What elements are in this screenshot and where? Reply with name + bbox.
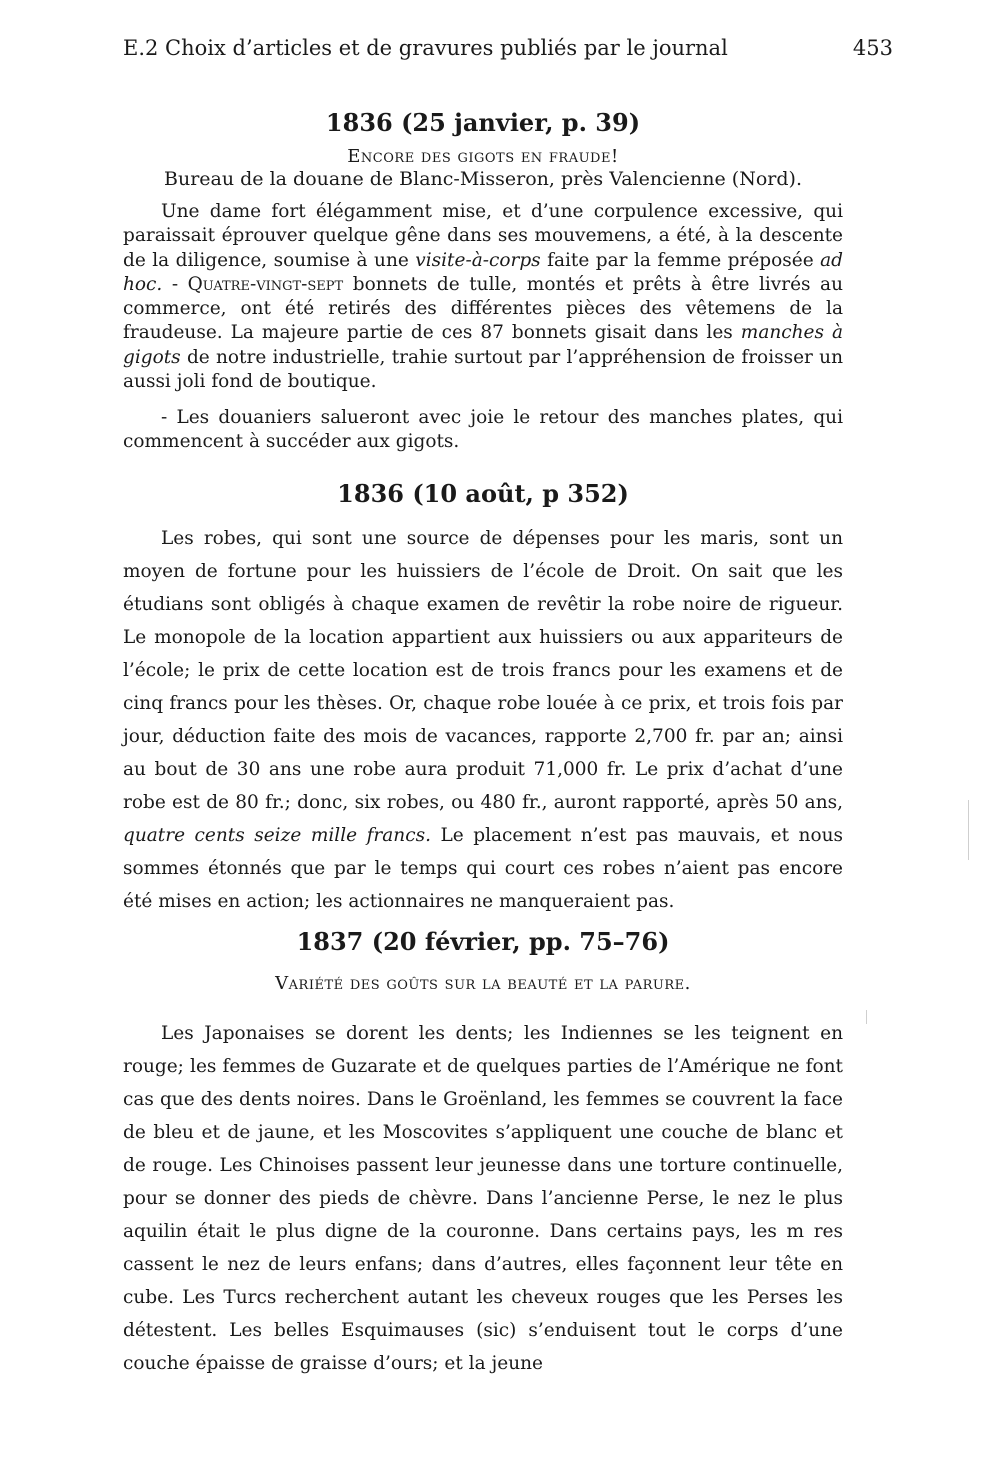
text-run: -: [162, 273, 188, 295]
text-run: de notre industrielle, trahie surtout par l’appréhension de froisser un aussi joli fond de boutique.: [123, 346, 843, 393]
text-run: bonnets de tulle, montés et prêts à être livrés au commerce, ont été retirés des différentes pièces des vêtemens de la fraudeuse. La majeure partie de ces 87 bonnets gisait dans les: [123, 273, 844, 344]
running-head-title: E.2 Choix d’articles et de gravures publiés par le journal: [123, 36, 728, 60]
italic-run: quatre cents seize mille francs.: [123, 825, 431, 846]
section-1-title: 1836 (25 janvier, p. 39): [325, 108, 641, 137]
section-2-paragraph-1: [123, 522, 843, 918]
text-run: Le placement n’est pas mauvais, et nous sommes étonnés que par le temps qui court ces robes n’aient pas encore été mises en action; les actionnaires ne manqueraient pas.: [123, 825, 843, 912]
text-run: faite par la femme préposée: [540, 249, 821, 271]
section-3-subtitle: Variété des goûts sur la beauté et la parure.: [275, 973, 691, 994]
text-run: Une dame fort élégamment mise, et d’une corpulence excessive, qui paraissait éprouver quelque gêne dans ses mouvemens, a été, à la descente de la diligence, soumise à une: [123, 201, 843, 271]
scan-margin-mark: [968, 800, 969, 860]
text-run: Les robes, qui sont une source de dépenses pour les maris, sont un moyen de fortune pour les huissiers de l’école de Droit. On sait que les étudians sont obligés à chaque examen de revêtir la robe noire de rigueur. Le monopole de la location appartient aux huissiers ou aux appariteurs de l’école; le prix de cette location est de trois francs pour les examens et de cinq francs pour les thèses. Or, chaque robe louée à ce prix, et trois fois par jour, déduction faite des mois de vacances, rapporte 2,700 fr. par an; ainsi au bout de 30 ans une robe aura produit 71,000 fr. Le prix d’achat d’une robe est de 80 fr.; donc, six robes, ou 480 fr., auront rapporté, après 50 ans,: [123, 528, 843, 813]
page-number: 453: [852, 36, 893, 60]
section-1-subtitle: Encore des gigots en fraude!: [347, 146, 619, 167]
italic-run: manches à gigots: [123, 322, 843, 368]
section-2-title: 1836 (10 août, p 352): [337, 479, 629, 508]
section-3-title: 1837 (20 février, pp. 75–76): [296, 927, 670, 956]
section-1-paragraph-2: - Les douaniers salueront avec joie le retour des manches plates, qui commencent à succéder aux gigots.: [123, 407, 843, 453]
small-caps-run: Quatre-vingt-sept: [187, 273, 344, 295]
running-head: [123, 36, 893, 60]
scan-margin-mark: [866, 1010, 867, 1024]
section-1-paragraph-1: [123, 200, 843, 394]
italic-run: ad hoc.: [123, 249, 843, 295]
section-3-paragraph-1: Les Japonaises se dorent les dents; les Indiennes se les teignent en rouge; les femmes de Guzarate et de quelques parties de l’Amérique ne font cas que des dents noires. Dans le Groënland, les femmes se couvrent la face de bleu et de jaune, et les Moscovites s’appliquent une couche de blanc et de rouge. Les Chinoises passent leur jeunesse dans une torture continuelle, pour se donner des pieds de chèvre. Dans l’ancienne Perse, le nez le plus aquilin était le plus digne de la couronne. Dans certains pays, les m res cassent le nez de leurs enfans; dans d’autres, elles façonnent leur tête en cube. Les Turcs recherchent autant les cheveux rouges que les Perses les détestent. Les belles Esquimauses (sic) s’enduisent tout le corps d’une couche épaisse de graisse d’ours; et la jeune: [123, 1023, 843, 1374]
italic-run: visite-à-corps: [415, 249, 541, 271]
section-1-location: Bureau de la douane de Blanc-Misseron, près Valencienne (Nord).: [164, 168, 802, 190]
